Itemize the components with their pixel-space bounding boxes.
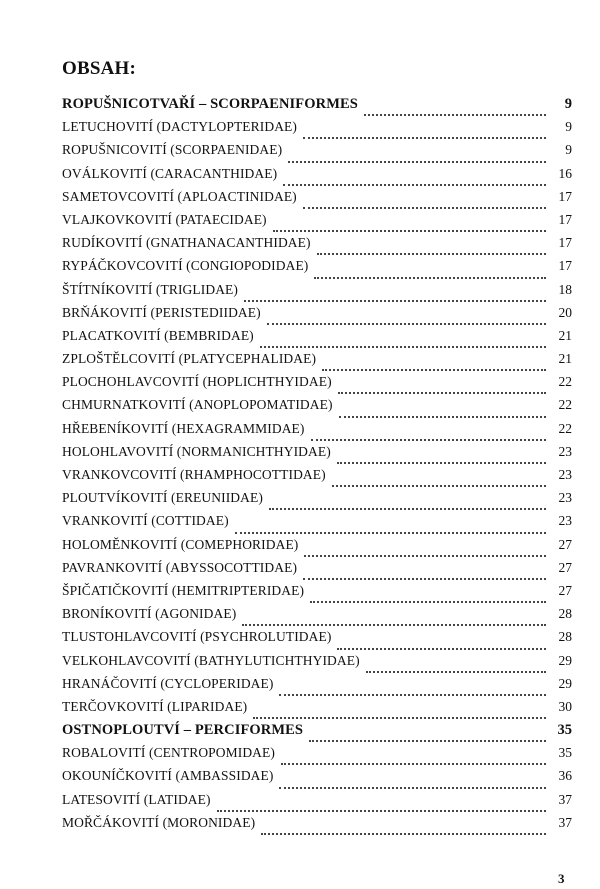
toc-page-number: 16 — [558, 165, 572, 181]
toc-page-number: 22 — [558, 374, 572, 390]
toc-page-number: 27 — [558, 559, 572, 575]
toc-page-number: 17 — [558, 235, 572, 251]
toc-leader-dots — [279, 694, 546, 696]
toc-page-number: 37 — [558, 814, 572, 830]
toc-latin-name: (BEMBRIDAE) — [160, 327, 254, 343]
toc-leader-dots — [244, 300, 546, 302]
toc-czech-name: CHMURNATKOVITÍ — [62, 397, 186, 413]
toc-row — [62, 467, 572, 490]
toc-page-number: 17 — [558, 211, 572, 227]
toc-entry-title — [62, 745, 281, 761]
toc-latin-name: (CENTROPOMIDAE) — [145, 745, 275, 761]
toc-entry-title — [62, 328, 260, 344]
toc-latin-name: – SCORPAENIFORMES — [195, 96, 358, 112]
toc-latin-name: (TRIGLIDAE) — [152, 281, 238, 297]
toc-czech-name: LATESOVITÍ — [62, 791, 141, 807]
toc-czech-name: TLUSTOHLAVCOVITÍ — [62, 629, 197, 645]
toc-czech-name: VRANKOVITÍ — [62, 513, 148, 529]
toc-latin-name: (DACTYLOPTERIDAE) — [153, 119, 297, 135]
toc-czech-name: ROBALOVITÍ — [62, 745, 146, 761]
toc-entry-title — [62, 815, 261, 831]
toc-latin-name: (SCORPAENIDAE) — [166, 142, 283, 158]
toc-entry-title — [62, 374, 338, 390]
toc-latin-name: (CARACANTHIDAE) — [146, 165, 278, 181]
toc-entry-title — [62, 699, 253, 715]
toc-latin-name: (ANOPLOPOMATIDAE) — [185, 397, 333, 413]
toc-czech-name: SAMETOVCOVITÍ — [62, 188, 175, 204]
toc-latin-name: – PERCIFORMES — [180, 722, 304, 739]
toc-czech-name: OKOUNÍČKOVITÍ — [62, 768, 173, 784]
toc-leader-dots — [339, 416, 546, 418]
toc-leader-dots — [337, 648, 546, 650]
toc-page-number: 23 — [558, 490, 572, 506]
toc-entry-title — [62, 189, 303, 205]
toc-latin-name: (ABYSSOCOTTIDAE) — [162, 559, 298, 575]
toc-page-number: 21 — [558, 351, 572, 367]
toc-entry-title — [62, 142, 288, 158]
toc-czech-name: VELKOHLAVCOVITÍ — [62, 652, 191, 668]
toc-page-number: 9 — [565, 119, 572, 135]
toc-latin-name: (LATIDAE) — [140, 791, 211, 807]
toc-row — [62, 189, 572, 212]
toc-leader-dots — [288, 161, 546, 163]
toc-czech-name: HŘEBENÍKOVITÍ — [62, 420, 169, 436]
toc-czech-name: RUDÍKOVITÍ — [62, 235, 143, 251]
toc-page-number: 35 — [558, 745, 572, 761]
page-heading: OBSAH: — [62, 58, 137, 79]
toc-czech-name: HOLOMĚNKOVITÍ — [62, 536, 178, 552]
toc-page-number: 28 — [558, 629, 572, 645]
toc-row — [62, 490, 572, 513]
toc-latin-name: (HEMITRIPTERIDAE) — [168, 582, 305, 598]
toc-row — [62, 560, 572, 583]
toc-row — [62, 676, 572, 699]
toc-page-number: 28 — [558, 606, 572, 622]
toc-latin-name: (BATHYLUTICHTHYIDAE) — [190, 652, 360, 668]
toc-page-number: 23 — [558, 467, 572, 482]
toc-row — [62, 699, 572, 722]
toc-row — [62, 537, 572, 560]
toc-latin-name: (CONGIOPODIDAE) — [182, 258, 309, 274]
toc-czech-name: VLAJKOVKOVITÍ — [62, 211, 173, 227]
toc-row — [62, 235, 572, 258]
toc-entry-title — [62, 722, 309, 739]
toc-page-number: 35 — [557, 722, 572, 739]
toc-leader-dots — [273, 230, 546, 232]
toc-page-number: 9 — [564, 96, 572, 112]
toc-row — [62, 583, 572, 606]
toc-latin-name: (RHAMPHOCOTTIDAE) — [176, 467, 326, 482]
toc-leader-dots — [310, 601, 546, 603]
toc-entry-title — [62, 444, 337, 460]
toc-czech-name: ZPLOŠTĚLCOVITÍ — [62, 351, 176, 367]
toc-row — [62, 282, 572, 305]
toc-row — [62, 166, 572, 189]
toc-entry-title — [62, 351, 322, 367]
toc-entry-title — [62, 490, 269, 506]
toc-entry-title — [62, 397, 339, 413]
toc-entry-title — [62, 305, 267, 321]
toc-row — [62, 351, 572, 374]
toc-section-row — [62, 722, 572, 745]
toc-row — [62, 212, 572, 235]
toc-entry-title — [62, 560, 303, 576]
toc-leader-dots — [260, 346, 546, 348]
toc-latin-name: (PERISTEDIIDAE) — [147, 304, 261, 320]
toc-leader-dots — [261, 833, 546, 835]
toc-latin-name: (PSYCHROLUTIDAE) — [196, 629, 332, 645]
toc-page-number: 27 — [558, 582, 572, 598]
toc-page-number: 17 — [558, 188, 572, 204]
toc-row — [62, 374, 572, 397]
toc-page-number: 17 — [558, 258, 572, 274]
toc-czech-name: PLOCHOHLAVCOVITÍ — [62, 374, 200, 390]
toc-row — [62, 258, 572, 281]
toc-page-number: 30 — [558, 698, 572, 714]
toc-czech-name: HOLOHLAVOVITÍ — [62, 443, 174, 459]
toc-leader-dots — [283, 184, 546, 186]
toc-leader-dots — [309, 740, 546, 742]
toc-latin-name: (LIPARIDAE) — [163, 698, 248, 714]
toc-page-number: 23 — [558, 443, 572, 459]
toc-entry-title — [62, 583, 310, 599]
toc-page-number: 20 — [558, 304, 572, 320]
toc-row — [62, 768, 572, 791]
toc-page-number: 22 — [558, 420, 572, 436]
toc-czech-name: ŠTÍTNÍKOVITÍ — [62, 281, 153, 297]
toc-leader-dots — [303, 207, 546, 209]
toc-latin-name: (COMEPHORIDAE) — [177, 536, 299, 552]
toc-latin-name: (MORONIDAE) — [159, 814, 256, 830]
toc-entry-title — [62, 467, 332, 483]
toc-czech-name: OVÁLKOVITÍ — [62, 165, 147, 181]
toc-entry-title — [62, 282, 244, 298]
toc-page-number: 22 — [558, 397, 572, 413]
toc-row — [62, 513, 572, 536]
toc-leader-dots — [322, 369, 546, 371]
toc-leader-dots — [366, 671, 546, 673]
toc-row — [62, 397, 572, 420]
toc-entry-title — [62, 212, 273, 228]
toc-latin-name: (NORMANICHTHYIDAE) — [173, 443, 331, 459]
toc-row — [62, 606, 572, 629]
toc-leader-dots — [269, 508, 546, 510]
toc-leader-dots — [217, 810, 546, 812]
toc-latin-name: (EREUNIIDAE) — [167, 490, 263, 506]
toc-leader-dots — [337, 462, 546, 464]
table-of-contents — [62, 96, 572, 838]
toc-czech-name: ROPUŠNICOVITÍ — [62, 142, 167, 158]
toc-czech-name: BRŇÁKOVITÍ — [62, 304, 147, 320]
toc-page-number: 21 — [558, 327, 572, 343]
toc-latin-name: (APLOACTINIDAE) — [174, 188, 297, 204]
toc-latin-name: (CYCLOPERIDAE) — [156, 675, 274, 691]
toc-leader-dots — [314, 277, 546, 279]
toc-leader-dots — [304, 555, 546, 557]
toc-latin-name: (PLATYCEPHALIDAE) — [175, 351, 317, 367]
toc-czech-name: HRANÁČOVITÍ — [62, 675, 157, 691]
toc-leader-dots — [332, 485, 546, 487]
toc-page-number: 9 — [565, 142, 572, 158]
toc-page-number: 29 — [558, 652, 572, 668]
toc-entry-title — [62, 119, 303, 135]
toc-czech-name: LETUCHOVITÍ — [62, 119, 154, 135]
toc-row — [62, 792, 572, 815]
toc-czech-name: PLACATKOVITÍ — [62, 327, 161, 343]
toc-leader-dots — [281, 763, 546, 765]
toc-entry-title — [62, 96, 364, 113]
toc-leader-dots — [317, 253, 546, 255]
toc-czech-name: ŠPIČATIČKOVITÍ — [62, 582, 169, 598]
toc-leader-dots — [338, 392, 546, 394]
toc-entry-title — [62, 606, 242, 622]
toc-leader-dots — [235, 532, 546, 534]
toc-entry-title — [62, 768, 279, 784]
toc-page-number: 18 — [558, 281, 572, 297]
toc-latin-name: (AGONIDAE) — [151, 606, 237, 622]
toc-czech-name: ROPUŠNICOTVAŘÍ — [62, 96, 196, 112]
toc-row — [62, 444, 572, 467]
toc-entry-title — [62, 676, 279, 692]
toc-leader-dots — [267, 323, 546, 325]
toc-page-number: 27 — [558, 536, 572, 552]
toc-entry-title — [62, 235, 317, 251]
toc-entry-title — [62, 792, 217, 808]
toc-row — [62, 119, 572, 142]
toc-row — [62, 328, 572, 351]
toc-czech-name: OSTNOPLOUTVÍ — [62, 722, 181, 739]
toc-latin-name: (GNATHANACANTHIDAE) — [142, 235, 311, 251]
toc-leader-dots — [311, 439, 547, 441]
toc-row — [62, 653, 572, 676]
toc-latin-name: (AMBASSIDAE) — [172, 768, 274, 784]
toc-czech-name: TERČOVKOVITÍ — [62, 698, 164, 714]
toc-czech-name: PLOUTVÍKOVITÍ — [62, 490, 168, 506]
toc-entry-title — [62, 537, 304, 553]
toc-leader-dots — [364, 114, 546, 116]
toc-leader-dots — [303, 137, 546, 139]
toc-row — [62, 815, 572, 838]
toc-page-number: 37 — [558, 791, 572, 807]
toc-leader-dots — [303, 578, 546, 580]
toc-czech-name: VRANKOVCOVITÍ — [62, 467, 177, 482]
toc-latin-name: (HEXAGRAMMIDAE) — [168, 420, 305, 436]
toc-row — [62, 745, 572, 768]
toc-czech-name: PAVRANKOVITÍ — [62, 559, 163, 575]
toc-leader-dots — [242, 624, 546, 626]
toc-leader-dots — [253, 717, 546, 719]
toc-page-number: 29 — [558, 675, 572, 691]
toc-entry-title — [62, 653, 366, 669]
toc-leader-dots — [279, 787, 546, 789]
toc-latin-name: (PATAECIDAE) — [172, 211, 267, 227]
toc-czech-name: RYPÁČKOVCOVITÍ — [62, 258, 183, 274]
toc-page-number: 23 — [558, 513, 572, 529]
toc-entry-title — [62, 513, 235, 529]
page-number: 3 — [558, 871, 565, 886]
toc-entry-title — [62, 629, 337, 645]
toc-row — [62, 142, 572, 165]
toc-entry-title — [62, 421, 311, 437]
toc-section-row — [62, 96, 572, 119]
toc-entry-title — [62, 258, 314, 274]
toc-latin-name: (HOPLICHTHYIDAE) — [199, 374, 332, 390]
toc-page-number: 36 — [558, 768, 572, 784]
toc-row — [62, 629, 572, 652]
toc-row — [62, 421, 572, 444]
toc-czech-name: BRONÍKOVITÍ — [62, 606, 152, 622]
toc-czech-name: MOŘČÁKOVITÍ — [62, 814, 160, 830]
toc-latin-name: (COTTIDAE) — [147, 513, 229, 529]
toc-row — [62, 305, 572, 328]
toc-entry-title — [62, 166, 283, 182]
